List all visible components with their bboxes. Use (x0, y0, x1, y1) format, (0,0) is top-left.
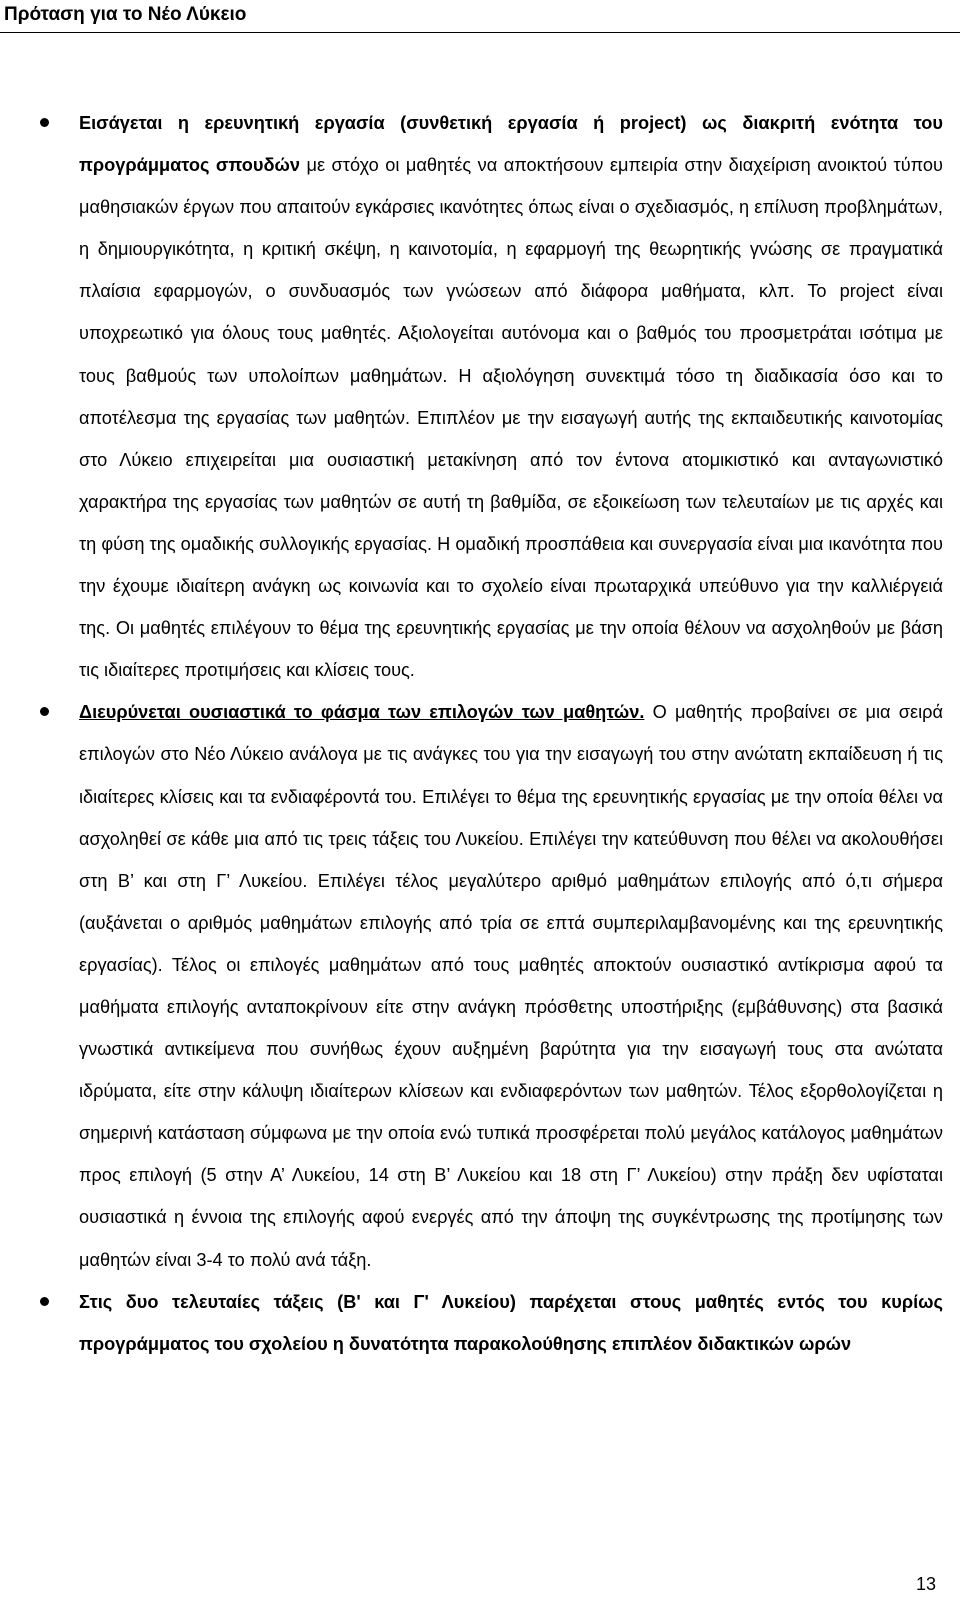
bullet-icon (40, 1297, 49, 1306)
page-title: Πρόταση για το Νέο Λύκειο (4, 4, 247, 25)
bullet-text: με στόχο οι μαθητές να αποκτήσουν εμπειρία στην διαχείριση ανοικτού τύπου μαθησιακών έργων που απαιτούν εγκάρσιες ικανότητες όπως είναι ο σχεδιασμός, η επίλυση προβλημάτων, η δημιουργικότητα, η κριτική σκέψη, η καινοτομία, η εφαρμογή της θεωρητικής γνώσης σε πραγματικά πλαίσια εφαρμογών, ο συνδυασμός των γνώσεων από διάφορα μαθήματα, κλπ. Το project είναι υποχρεωτικό για όλους τους μαθητές. Αξιολογείται αυτόνομα και ο βαθμός του προσμετράται ισότιμα με τους βαθμούς των υπολοίπων μαθημάτων. Η αξιολόγηση συνεκτιμά τόσο τη διαδικασία όσο και το αποτέλεσμα της εργασίας των μαθητών. Επιπλέον με την εισαγωγή αυτής της εκπαιδευτικής καινοτομίας στο Λύκειο επιχειρείται μια ουσιαστική μετακίνηση από τον έντονα ατομικιστικό και ανταγωνιστικό χαρακτήρα της εργασίας των μαθητών σε αυτή τη βαθμίδα, σε εξοικείωση των τελευταίων με τις αρχές και τη φύση της ομαδικής συλλογικής εργασίας. Η ομαδική προσπάθεια και συνεργασία είναι μια ικανότητα που την έχουμε ιδιαίτερη ανάγκη ως κοινωνία και το σχολείο είναι πρωταρχικά υπεύθυνο για την καλλιέργειά της. Οι μαθητές επιλέγουν το θέμα της ερευνητικής εργασίας με την οποία θέλουν να ασχοληθούν με βάση τις ιδιαίτερες προτιμήσεις και κλίσεις τους. (79, 155, 943, 681)
bullet-item-extra-hours (40, 1281, 943, 1365)
bullet-lead-bold: Εισάγεται η ερευνητική εργασία (συνθετική εργασία ή project) ως διακριτή ενότητα του προγράμματος σπουδών (79, 113, 943, 176)
page-number: 13 (915, 1574, 936, 1594)
page-header (0, 0, 960, 33)
bullet-icon (40, 707, 49, 716)
bullet-item-project (40, 102, 943, 691)
bullet-lead-bold: Στις δυο τελευταίες τάξεις (Β' και Γ' Λυκείου) παρέχεται στους μαθητές εντός του κυρίως προγράμματος του σχολείου η δυνατότητα παρακολούθησης επιπλέον διδακτικών ωρών (79, 1291, 943, 1354)
bullet-item-choices (40, 691, 943, 1280)
bullet-lead-bold-underlined: Διευρύνεται ουσιαστικά το φάσμα των επιλογών των μαθητών. (79, 702, 645, 723)
bullet-icon (40, 118, 49, 127)
bullet-text: Ο μαθητής προβαίνει σε μια σειρά επιλογών στο Νέο Λύκειο ανάλογα με τις ανάγκες του για την εισαγωγή του στην ανώτατη εκπαίδευση ή τις ιδιαίτερες κλίσεις και τα ενδιαφέροντά του. Επιλέγει το θέμα της ερευνητικής εργασίας με την οποία θέλει να ασχοληθεί σε κάθε μια από τις τρεις τάξεις του Λυκείου. Επιλέγει την κατεύθυνση που θέλει να ακολουθήσει στη Β’ και στη Γ’ Λυκείου. Επιλέγει τέλος μεγαλύτερο αριθμό μαθημάτων επιλογής από ό,τι σήμερα (αυξάνεται ο αριθμός μαθημάτων επιλογής από τρία σε επτά συμπεριλαμβανομένης και της ερευνητικής εργασίας). Τέλος οι επιλογές μαθημάτων από τους μαθητές αποκτούν ουσιαστικό αντίκρισμα αφού τα μαθήματα επιλογής ανταποκρίνουν είτε στην ανάγκη πρόσθετης υποστήριξης (εμβάθυνσης) στα βασικά γνωστικά αντικείμενα που συνήθως έχουν αυξημένη βαρύτητα για την εισαγωγή τους στα ανώτατα ιδρύματα, είτε στην κάλυψη ιδιαίτερων κλίσεων και ενδιαφερόντων των μαθητών. Τέλος εξορθολογίζεται η σημερινή κατάσταση σύμφωνα με την οποία ενώ τυπικά προσφέρεται πολύ μεγάλος κατάλογος μαθημάτων προς επιλογή (5 στην Α’ Λυκείου, 14 στη Β’ Λυκείου και 18 στη Γ’ Λυκείου) στην πράξη δεν υφίσταται ουσιαστικά η έννοια της επιλογής αφού ενεργές από την άποψη της συγκέντρωσης της προτίμησης των μαθητών είναι 3-4 το πολύ ανά τάξη. (79, 702, 943, 1270)
document-body (40, 102, 943, 1365)
